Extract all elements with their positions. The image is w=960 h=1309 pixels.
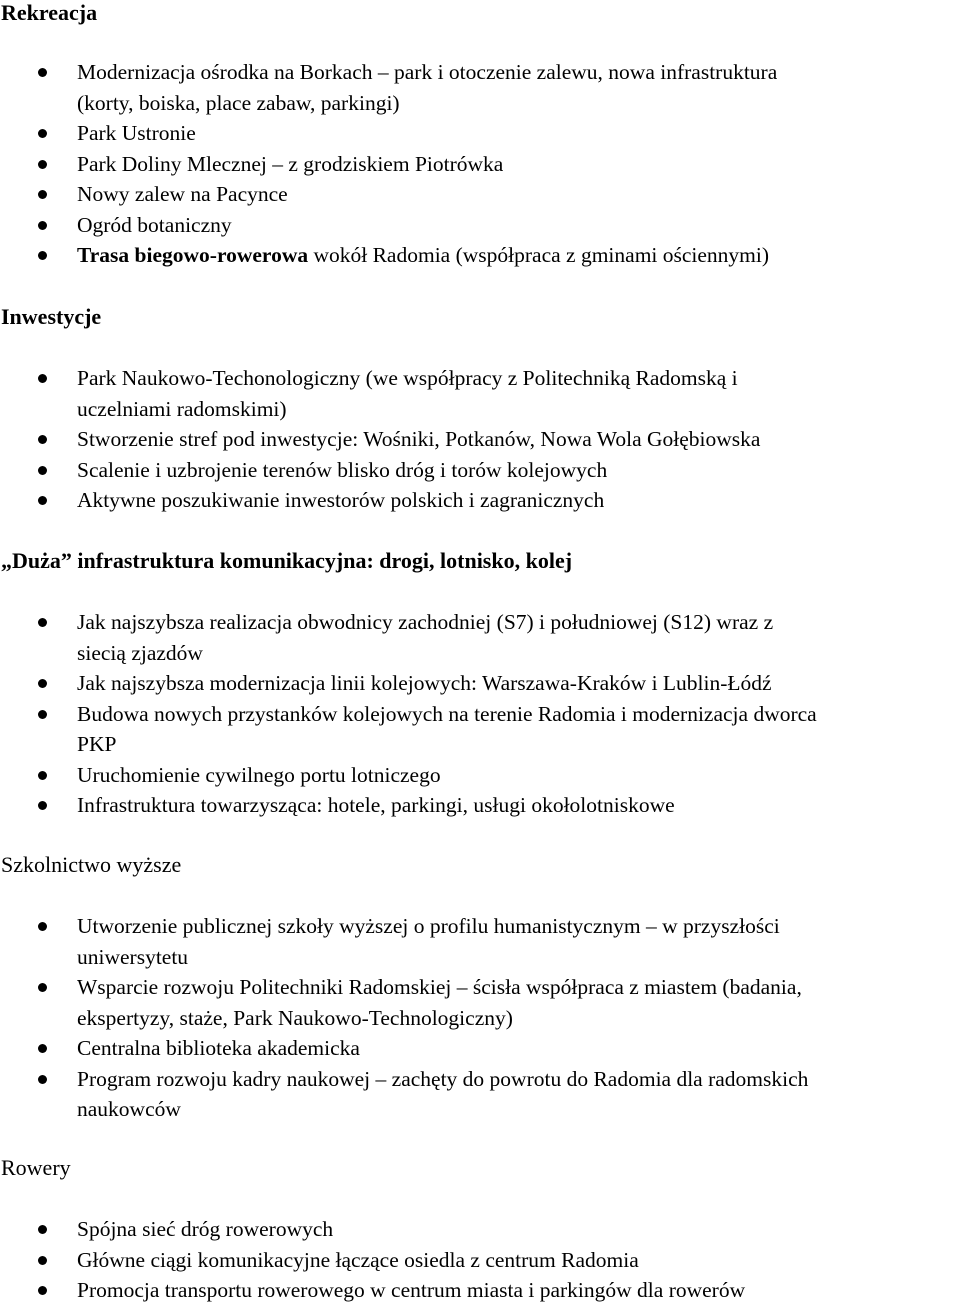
list-item: Scalenie i uzbrojenie terenów blisko dróg i torów kolejowych — [0, 455, 960, 486]
section-heading-infrastruktura: „Duża” infrastruktura komunikacyjna: drogi, lotnisko, kolej — [1, 548, 573, 573]
list-item: Aktywne poszukiwanie inwestorów polskich i zagranicznych — [0, 485, 960, 516]
list-item: Główne ciągi komunikacyjne łączące osiedla z centrum Radomia — [0, 1245, 960, 1276]
list-item: Budowa nowych przystanków kolejowych na terenie Radomia i modernizacja dworca PKP — [0, 699, 960, 760]
list-item: Nowy zalew na Pacynce — [0, 179, 960, 210]
list-item: Park Ustronie — [0, 118, 960, 149]
bullet-icon — [38, 129, 47, 138]
list-item: Uruchomienie cywilnego portu lotniczego — [0, 760, 960, 791]
bullet-icon — [38, 922, 47, 931]
bullet-icon — [38, 160, 47, 169]
bullet-icon — [38, 710, 47, 719]
list-szkolnictwo — [0, 911, 960, 1125]
list-item: Park Doliny Mlecznej – z grodziskiem Piotrówka — [0, 149, 960, 180]
list-item: Wsparcie rozwoju Politechniki Radomskiej – ścisła współpraca z miastem (badania, ekspertyzy, staże, Park Naukowo-Technologiczny) — [0, 972, 960, 1033]
section-heading-rekreacja: Rekreacja — [1, 0, 98, 25]
list-inwestycje — [0, 363, 960, 516]
list-item: Utworzenie publicznej szkoły wyższej o profilu humanistycznym – w przyszłości uniwersytetu — [0, 911, 960, 972]
bullet-icon — [38, 221, 47, 230]
bullet-icon — [38, 1044, 47, 1053]
list-item: Jak najszybsza modernizacja linii kolejowych: Warszawa-Kraków i Lublin-Łódź — [0, 668, 960, 699]
bullet-icon — [38, 771, 47, 780]
bullet-icon — [38, 190, 47, 199]
bullet-icon — [38, 1225, 47, 1234]
list-item: Program rozwoju kadry naukowej – zachęty do powrotu do Radomia dla radomskich naukowców — [0, 1064, 960, 1125]
list-item: Infrastruktura towarzysząca: hotele, parkingi, usługi okołolotniskowe — [0, 790, 960, 821]
list-item: Stworzenie stref pod inwestycje: Wośniki, Potkanów, Nowa Wola Gołębiowska — [0, 424, 960, 455]
bullet-icon — [38, 374, 47, 383]
section-heading-szkolnictwo: Szkolnictwo wyższe — [1, 852, 182, 877]
list-item: Spójna sieć dróg rowerowych — [0, 1214, 960, 1245]
bullet-icon — [38, 466, 47, 475]
list-item: Jak najszybsza realizacja obwodnicy zachodniej (S7) i południowej (S12) wraz z siecią zjazdów — [0, 607, 960, 668]
bullet-icon — [38, 1075, 47, 1084]
bullet-icon — [38, 801, 47, 810]
bold-phrase: Trasa biegowo-rowerowa — [77, 243, 309, 267]
section-heading-inwestycje: Inwestycje — [1, 304, 102, 329]
bullet-icon — [38, 496, 47, 505]
list-item: Park Naukowo-Techonologiczny (we współpracy z Politechniką Radomską i uczelniami radomskimi) — [0, 363, 960, 424]
bullet-icon — [38, 1256, 47, 1265]
list-item: Modernizacja ośrodka na Borkach – park i otoczenie zalewu, nowa infrastruktura (korty, boiska, place zabaw, parkingi) — [0, 57, 960, 118]
list-rowery — [0, 1214, 960, 1306]
list-item: Promocja transportu rowerowego w centrum miasta i parkingów dla rowerów — [0, 1275, 960, 1306]
bullet-icon — [38, 1286, 47, 1295]
bullet-icon — [38, 68, 47, 77]
bullet-icon — [38, 983, 47, 992]
list-item: Centralna biblioteka akademicka — [0, 1033, 960, 1064]
list-infrastruktura — [0, 607, 960, 821]
bullet-icon — [38, 435, 47, 444]
list-item: Ogród botaniczny — [0, 210, 960, 241]
section-heading-rowery: Rowery — [1, 1155, 71, 1180]
list-rekreacja — [0, 57, 960, 271]
bullet-icon — [38, 679, 47, 688]
list-item: Trasa biegowo-rowerowa wokół Radomia (współpraca z gminami ościennymi) — [0, 240, 960, 271]
bullet-icon — [38, 618, 47, 627]
bullet-icon — [38, 251, 47, 260]
